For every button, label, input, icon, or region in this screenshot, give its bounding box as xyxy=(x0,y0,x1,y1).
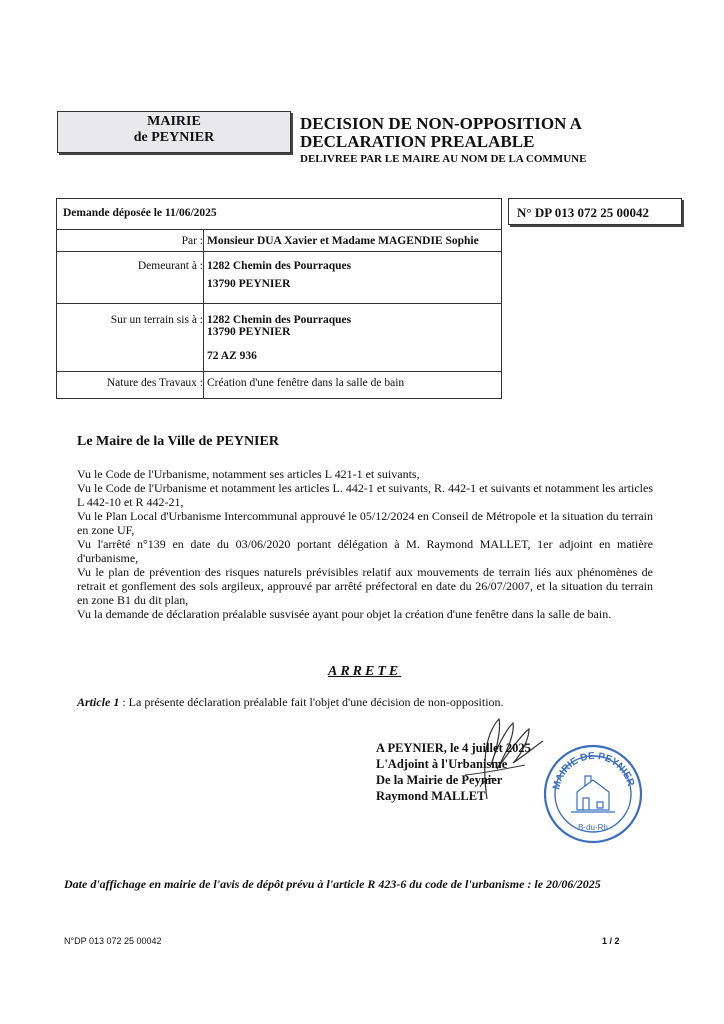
signature-name: Raymond MALLET xyxy=(376,789,486,803)
consideration-item: Vu le Code de l'Urbanisme, notamment ses articles L 421-1 et suivants, xyxy=(77,467,420,481)
row-terrain xyxy=(57,303,501,371)
terrain-line2: 13790 PEYNIER xyxy=(207,326,291,338)
document-title xyxy=(300,115,582,151)
terrain-line1: 1282 Chemin des Pourraques xyxy=(207,314,352,326)
nature-label: Nature des Travaux : xyxy=(106,377,203,389)
mayor-heading: Le Maire de la Ville de PEYNIER xyxy=(77,434,279,449)
document-subtitle: DELIVREE PAR LE MAIRE AU NOM DE LA COMMUNE xyxy=(300,153,587,165)
affichage-note: Date d'affichage en mairie de l'avis de dépôt prévu à l'article R 423-6 du code de l'urbanisme : le 20/06/2025 xyxy=(64,877,601,891)
request-table xyxy=(56,198,502,399)
mairie-line2: de PEYNIER xyxy=(133,130,215,145)
consideration-item: Vu l'arrêté n°139 en date du 03/06/2020 portant délégation à M. Raymond MALLET, 1er adjoint en matière d'urbanisme, xyxy=(77,537,653,565)
consideration-item: Vu le plan de prévention des risques naturels prévisibles relatif aux mouvements de terrain liés aux phénomènes de retrait et gonflement des sols argileux, approuvé par arrêté préfectoral en date du 26/07/2007, et la situation du terrain en zone B1 du dit plan, xyxy=(77,565,653,607)
svg-text:MAIRIE DE PEYNIER: MAIRIE DE PEYNIER xyxy=(551,750,637,791)
row-par xyxy=(57,229,501,251)
stamp-bottom-text: B-du-Rh xyxy=(578,823,608,832)
footer-reference: N°DP 013 072 25 00042 xyxy=(64,936,162,946)
title-line1: DECISION DE NON-OPPOSITION A xyxy=(300,114,582,133)
signature-block xyxy=(376,740,531,804)
article-label: Article 1 xyxy=(77,695,120,709)
considerations xyxy=(77,467,653,621)
signature-place-date: A PEYNIER, le 4 juillet 2025 xyxy=(376,741,531,755)
demeurant-line2: 13790 PEYNIER xyxy=(207,278,291,290)
article-1 xyxy=(77,695,504,710)
par-value: Monsieur DUA Xavier et Madame MAGENDIE Sophie xyxy=(207,235,479,247)
terrain-parcel: 72 AZ 936 xyxy=(207,350,257,362)
row-demeurant xyxy=(57,251,501,303)
signature-mairie: De la Mairie de Peynier xyxy=(376,773,503,787)
consideration-item: Vu le Plan Local d'Urbanisme Intercommunal approuvé le 05/12/2024 en Conseil de Métropole et la situation du terrain en zone UF, xyxy=(77,509,653,537)
mairie-box xyxy=(57,111,291,153)
dossier-number: N° DP 013 072 25 00042 xyxy=(508,198,682,225)
demande-date: Demande déposée le 11/06/2025 xyxy=(63,207,217,219)
signature-title: L'Adjoint à l'Urbanisme xyxy=(376,757,508,771)
consideration-item: Vu la demande de déclaration préalable susvisée ayant pour objet la création d'une fenêtre dans la salle de bain. xyxy=(77,607,612,621)
par-label: Par : xyxy=(181,235,203,247)
article-text: : La présente déclaration préalable fait l'objet d'une décision de non-opposition. xyxy=(119,695,504,709)
terrain-label: Sur un terrain sis à : xyxy=(110,314,203,326)
page-number: 1 / 2 xyxy=(602,936,620,946)
demeurant-line1: 1282 Chemin des Pourraques xyxy=(207,260,352,272)
nature-value: Création d'une fenêtre dans la salle de bain xyxy=(207,377,405,389)
consideration-item: Vu le Code de l'Urbanisme et notamment les articles L. 442-1 et suivants, R. 442-1 et suivants et notamment les articles L 442-10 et R 442-21, xyxy=(77,481,653,509)
mairie-line1: MAIRIE xyxy=(147,114,201,129)
row-nature xyxy=(57,371,501,399)
arrete-heading: ARRETE xyxy=(328,664,402,679)
demeurant-label: Demeurant à : xyxy=(137,260,203,272)
title-line2: DECLARATION PREALABLE xyxy=(300,132,535,151)
mairie-stamp xyxy=(541,742,646,847)
